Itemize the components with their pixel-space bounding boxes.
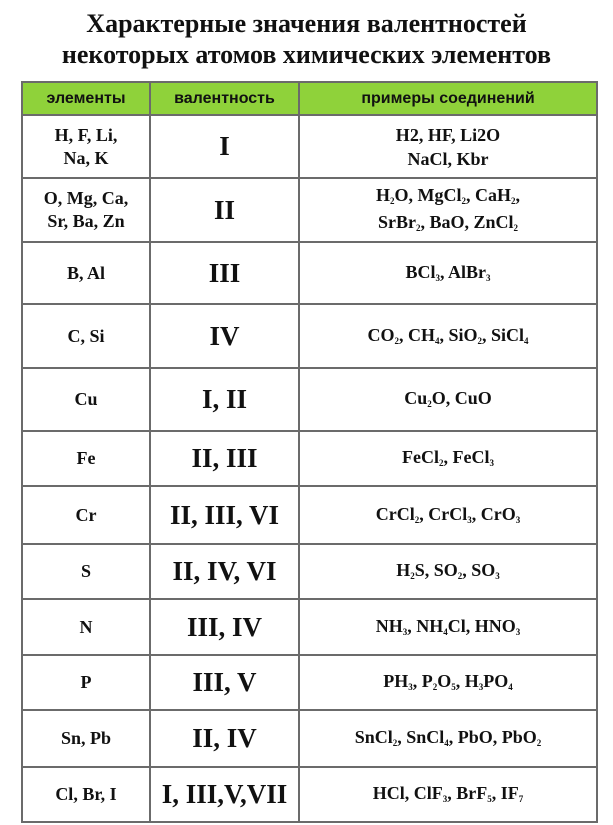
subscript: 3 — [489, 458, 494, 468]
subscript: 2 — [432, 682, 438, 692]
element-line: Cl, Br, I — [55, 784, 117, 804]
formula-text: Cl, HNO — [447, 615, 516, 636]
formula-text: CO — [367, 324, 395, 345]
valence-cell: II, III — [150, 431, 299, 486]
formula-text: , H — [455, 671, 479, 691]
formula-text: , — [515, 185, 520, 205]
table-row — [22, 599, 597, 655]
valence-cell: I, II — [150, 368, 299, 431]
element-line: Sn, Pb — [60, 728, 112, 748]
compound-line — [300, 323, 596, 350]
table-row — [22, 242, 597, 304]
valence-cell: I, III,V,VII — [150, 767, 299, 822]
element-cell — [22, 767, 150, 822]
subscript: 2 — [390, 196, 395, 206]
formula-text: , IF — [491, 783, 519, 803]
table-row — [22, 655, 597, 710]
subscript: 2 — [427, 399, 432, 409]
formula-text: H — [395, 124, 410, 145]
subscript: 3 — [515, 514, 521, 525]
header-valence: валентность — [150, 82, 299, 115]
compound-line — [300, 725, 596, 752]
subscript: 7 — [518, 794, 524, 804]
formula-text: S, SO — [414, 560, 458, 580]
compound-line — [300, 558, 596, 585]
subscript: 2 — [457, 571, 463, 581]
formula-text: CrCl — [375, 503, 415, 524]
element-line: Cu — [74, 389, 98, 409]
subscript: 2 — [439, 458, 444, 468]
formula-text: 2 — [409, 124, 419, 145]
table-row — [22, 486, 597, 544]
element-cell — [22, 115, 150, 178]
compounds-cell — [299, 368, 597, 431]
formula-text: , CrCl — [419, 503, 468, 524]
subscript: 2 — [414, 514, 420, 525]
element-cell — [22, 655, 150, 710]
element-cell — [22, 599, 150, 655]
element-line: O, Mg, Ca, — [43, 188, 129, 208]
element-cell — [22, 304, 150, 368]
compound-line — [300, 183, 596, 210]
valence-table — [21, 81, 598, 823]
subscript: 4 — [508, 682, 513, 692]
compound-line — [300, 502, 596, 529]
formula-text: O, MgCl — [394, 185, 462, 205]
element-cell — [22, 486, 150, 544]
table-row — [22, 710, 597, 767]
compounds-cell — [299, 655, 597, 710]
formula-text: , SiCl — [482, 324, 525, 345]
compound-line — [300, 210, 596, 237]
table-header-row — [22, 82, 597, 115]
valence-cell: III, IV — [150, 599, 299, 655]
formula-text: Cu — [404, 388, 428, 408]
title-line-2: некоторых атомов химических элементов — [61, 40, 552, 69]
element-line: Sr, Ba, Zn — [47, 211, 125, 231]
subscript: 5 — [451, 682, 456, 692]
compounds-cell — [299, 599, 597, 655]
formula-text: , BaO, ZnCl — [420, 212, 514, 232]
valence-cell: II, IV, VI — [150, 544, 299, 599]
valence-cell: I — [150, 115, 299, 178]
valence-cell: II, IV — [150, 710, 299, 767]
formula-text: 2 — [477, 124, 487, 145]
table-row — [22, 767, 597, 822]
formula-text: , AlBr — [440, 261, 487, 282]
element-cell — [22, 242, 150, 304]
subscript: 2 — [410, 571, 415, 581]
table-row — [22, 368, 597, 431]
subscript: 3 — [515, 626, 521, 637]
compounds-cell — [299, 304, 597, 368]
subscript: 2 — [511, 196, 516, 206]
valence-cell: III — [150, 242, 299, 304]
subscript: 3 — [478, 682, 484, 692]
compounds-cell — [299, 431, 597, 486]
element-cell — [22, 178, 150, 242]
formula-text: BCl — [405, 261, 436, 282]
formula-text: , SO — [462, 560, 496, 580]
subscript: 2 — [513, 223, 519, 233]
element-cell — [22, 368, 150, 431]
compound-line — [300, 445, 596, 472]
compounds-cell — [299, 486, 597, 544]
formula-text: , CrO — [471, 503, 516, 524]
element-line: Na, K — [63, 147, 109, 168]
compounds-cell — [299, 767, 597, 822]
table-row — [22, 178, 597, 242]
compounds-cell — [299, 178, 597, 242]
formula-text: FeCl — [402, 447, 439, 467]
table-row — [22, 544, 597, 599]
formula-text: NaCl, Kbr — [407, 148, 489, 169]
formula-text: , CH — [398, 324, 435, 345]
table-row — [22, 115, 597, 178]
formula-text: O — [437, 671, 452, 691]
compound-line — [300, 123, 596, 147]
subscript: 4 — [443, 626, 448, 637]
element-line: S — [80, 561, 91, 581]
element-line: C, Si — [67, 325, 105, 346]
element-line: B, Al — [66, 262, 105, 283]
subscript: 2 — [392, 738, 398, 748]
subscript: 4 — [524, 335, 529, 346]
page-title — [0, 8, 613, 70]
formula-text: , CaH — [466, 185, 511, 205]
formula-text: O, CuO — [431, 388, 492, 408]
formula-text: PO — [483, 671, 509, 691]
valence-cell: III, V — [150, 655, 299, 710]
formula-text: H — [375, 185, 390, 205]
subscript: 2 — [477, 335, 482, 346]
formula-text: , SnCl — [397, 727, 445, 747]
formula-text: SrBr — [377, 212, 416, 232]
formula-text: PH — [383, 671, 409, 691]
element-line: H, F, Li, — [54, 124, 118, 145]
element-line: Fe — [76, 448, 96, 468]
compounds-cell — [299, 544, 597, 599]
formula-text: , P — [412, 671, 433, 691]
table-row — [22, 431, 597, 486]
formula-text: NH — [375, 615, 403, 636]
formula-text: , SiO — [439, 324, 478, 345]
compounds-cell — [299, 710, 597, 767]
formula-text: O — [486, 124, 501, 145]
formula-text: HCl, ClF — [372, 783, 443, 803]
subscript: 4 — [444, 738, 449, 748]
formula-text: , PbO, PbO — [448, 727, 537, 747]
subscript: 3 — [402, 626, 408, 637]
element-cell — [22, 431, 150, 486]
formula-text: , HF, Li — [418, 124, 478, 145]
compounds-cell — [299, 115, 597, 178]
subscript: 2 — [536, 738, 542, 748]
header-elements: элементы — [22, 82, 150, 115]
formula-text: H — [396, 560, 411, 580]
subscript: 3 — [495, 571, 500, 581]
compound-line — [300, 386, 596, 413]
element-line: Cr — [75, 504, 97, 525]
compound-line — [300, 147, 596, 171]
table-body — [22, 115, 597, 822]
element-cell — [22, 710, 150, 767]
valence-cell: II — [150, 178, 299, 242]
subscript: 3 — [486, 272, 491, 283]
formula-text: , FeCl — [443, 447, 490, 467]
compound-line — [300, 669, 596, 696]
header-compounds: примеры соединений — [299, 82, 597, 115]
subscript: 3 — [442, 794, 448, 804]
element-cell — [22, 544, 150, 599]
subscript: 3 — [435, 272, 440, 283]
subscript: 3 — [467, 514, 472, 525]
compound-line — [300, 781, 596, 808]
element-line: P — [80, 672, 92, 692]
subscript: 3 — [408, 682, 413, 692]
formula-text: SnCl — [354, 727, 393, 747]
valence-cell: IV — [150, 304, 299, 368]
formula-text: , BrF — [447, 783, 488, 803]
formula-text: , NH — [407, 615, 444, 636]
subscript: 2 — [461, 196, 466, 206]
subscript: 2 — [415, 223, 421, 233]
subscript: 5 — [487, 794, 492, 804]
valence-cell: II, III, VI — [150, 486, 299, 544]
compound-line — [300, 614, 596, 641]
compounds-cell — [299, 242, 597, 304]
title-line-1: Характерные значения валентностей — [86, 9, 527, 38]
table-row — [22, 304, 597, 368]
compound-line — [300, 260, 596, 287]
subscript: 2 — [394, 335, 399, 346]
element-line: N — [79, 616, 93, 637]
subscript: 4 — [434, 335, 440, 346]
